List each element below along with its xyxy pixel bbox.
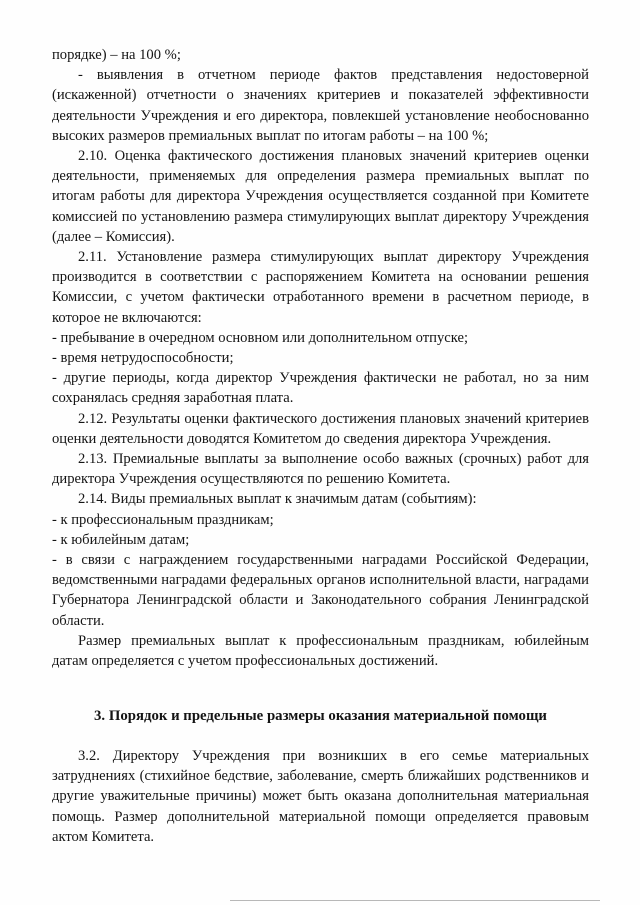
paragraph-2-14: 2.14. Виды премиальных выплат к значимым датам (событиям): <box>78 491 477 508</box>
section-heading: 3. Порядок и предельные размеры оказания материальной помощи <box>94 708 547 724</box>
paragraph-2-12: 2.12. Результаты оценки фактического достижения плановых значений критериев оценки деятельности доводятся Комитетом до сведения директора Учреждения. <box>52 410 589 447</box>
paragraph-2-10: 2.10. Оценка фактического достижения плановых значений критериев оценки деятельности, применяемых для определения размера премиальных выплат по итогам работы для директора Учреждения осуществляется созданной при Комитете комиссией по установлению размера стимулирующих выплат директору Учреждения (далее – Комиссия). <box>52 148 589 245</box>
paragraph-continuation: порядке) – на 100 %; <box>52 47 181 63</box>
paragraph-list-item: - пребывание в очередном основном или дополнительном отпуске; <box>52 329 469 346</box>
section-body <box>52 746 589 847</box>
paragraph-list-item: - другие периоды, когда директор Учреждения фактически не работал, но за ним сохранялась средняя заработная плата. <box>52 370 589 407</box>
paragraph-list-item: - к профессиональным праздникам; <box>52 511 274 528</box>
paragraph-list-item: - выявления в отчетном периоде фактов представления недостоверной (искаженной) отчетности о значениях критериев и показателей эффективности деятельности Учреждения и его директора, повлекшей установление необоснованно высоких размеров премиальных выплат по итогам работы – на 100 %; <box>52 67 589 144</box>
scan-edge-line <box>230 900 600 901</box>
paragraph-list-item: - время нетрудоспособности; <box>52 350 234 367</box>
paragraph-list-item: - к юбилейным датам; <box>52 531 190 548</box>
paragraph-2-11: 2.11. Установление размера стимулирующих выплат директору Учреждения производится в соответствии с распоряжением Комитета на основании решения Комиссии, с учетом фактически отработанного времени в расчетном периоде, в которое не включаются: <box>52 249 589 326</box>
paragraph-list-item: - в связи с награждением государственными наградами Российской Федерации, ведомственными наградами федеральных органов исполнительной власти, наградами Губернатора Ленинградской области и Законодательного собрания Ленинградской области. <box>52 552 589 629</box>
paragraph-3-2: 3.2. Директору Учреждения при возникших в его семье материальных затруднениях (стихийное бедствие, заболевание, смерть ближайших родственников и другие уважительные причины) может быть оказана дополнительная материальная помощь. Размер дополнительной материальной помощи определяется правовым актом Комитета. <box>52 748 589 845</box>
paragraph-2-13: 2.13. Премиальные выплаты за выполнение особо важных (срочных) работ для директора Учреждения осуществляются по решению Комитета. <box>52 451 589 488</box>
document-body <box>52 45 589 671</box>
paragraph-closing: Размер премиальных выплат к профессиональным праздникам, юбилейным датам определяется с учетом профессиональных достижений. <box>52 632 589 670</box>
